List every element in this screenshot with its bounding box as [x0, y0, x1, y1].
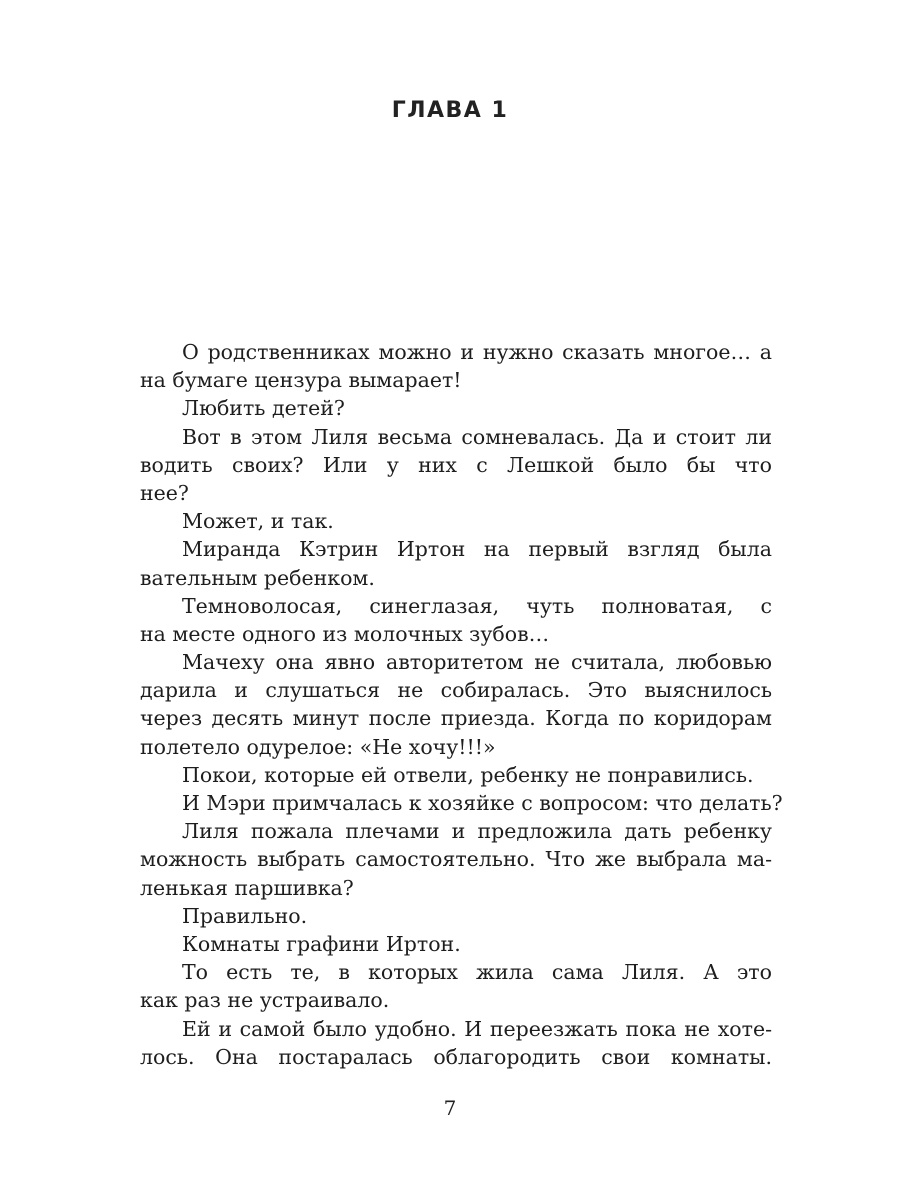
- text-line: То есть те, в которых жила сама Лиля. А это: [182, 960, 772, 985]
- text-line: Может, и так.: [182, 509, 334, 534]
- page-number: 7: [443, 1096, 457, 1120]
- text-line: нее?: [140, 480, 189, 505]
- text-line: как раз не устраивало.: [140, 988, 390, 1013]
- text-line: полетело одурелое: «Не хочу!!!»: [140, 734, 496, 759]
- text-line: на бумаге цензура вымарает!: [140, 368, 462, 393]
- body-text: [140, 338, 783, 1071]
- text-line: Вот в этом Лиля весьма сомневалась. Да и стоит ли: [182, 424, 772, 449]
- text-line: водить своих? Или у них с Лешкой было бы что: [140, 452, 772, 477]
- text-line: Темноволосая, синеглазая, чуть полноватая, с: [182, 593, 772, 618]
- text-line: дарила и слушаться не собиралась. Это выяснилось: [140, 678, 772, 703]
- text-line: лось. Она постаралась облагородить свои комнаты.: [140, 1044, 772, 1069]
- text-line: на месте одного из молочных зубов…: [140, 621, 550, 646]
- text-line: Комнаты графини Иртон.: [182, 931, 461, 956]
- chapter-title: ГЛАВА 1: [391, 98, 509, 123]
- text-line: Миранда Кэтрин Иртон на первый взгляд была: [182, 537, 772, 562]
- text-line: Мачеху она явно авторитетом не считала, любовью: [182, 650, 772, 675]
- text-line: Любить детей?: [182, 396, 345, 421]
- text-line: О родственниках можно и нужно сказать многое… а: [182, 340, 772, 364]
- text-line: через десять минут после приезда. Когда по коридорам: [140, 706, 772, 731]
- text-line: Правильно.: [182, 903, 308, 928]
- text-line: Покои, которые ей отвели, ребенку не понравились.: [182, 762, 754, 787]
- text-line: можность выбрать самостоятельно. Что же выбрала ма-: [140, 847, 772, 872]
- text-line: вательным ребенком.: [140, 565, 375, 590]
- text-line: ленькая паршивка?: [140, 875, 354, 900]
- text-line: И Мэри примчалась к хозяйке с вопросом: что делать?: [182, 791, 783, 815]
- text-line: Лиля пожала плечами и предложила дать ребенку: [182, 819, 772, 844]
- text-line: Ей и самой было удобно. И переезжать пока не хоте-: [182, 1016, 772, 1041]
